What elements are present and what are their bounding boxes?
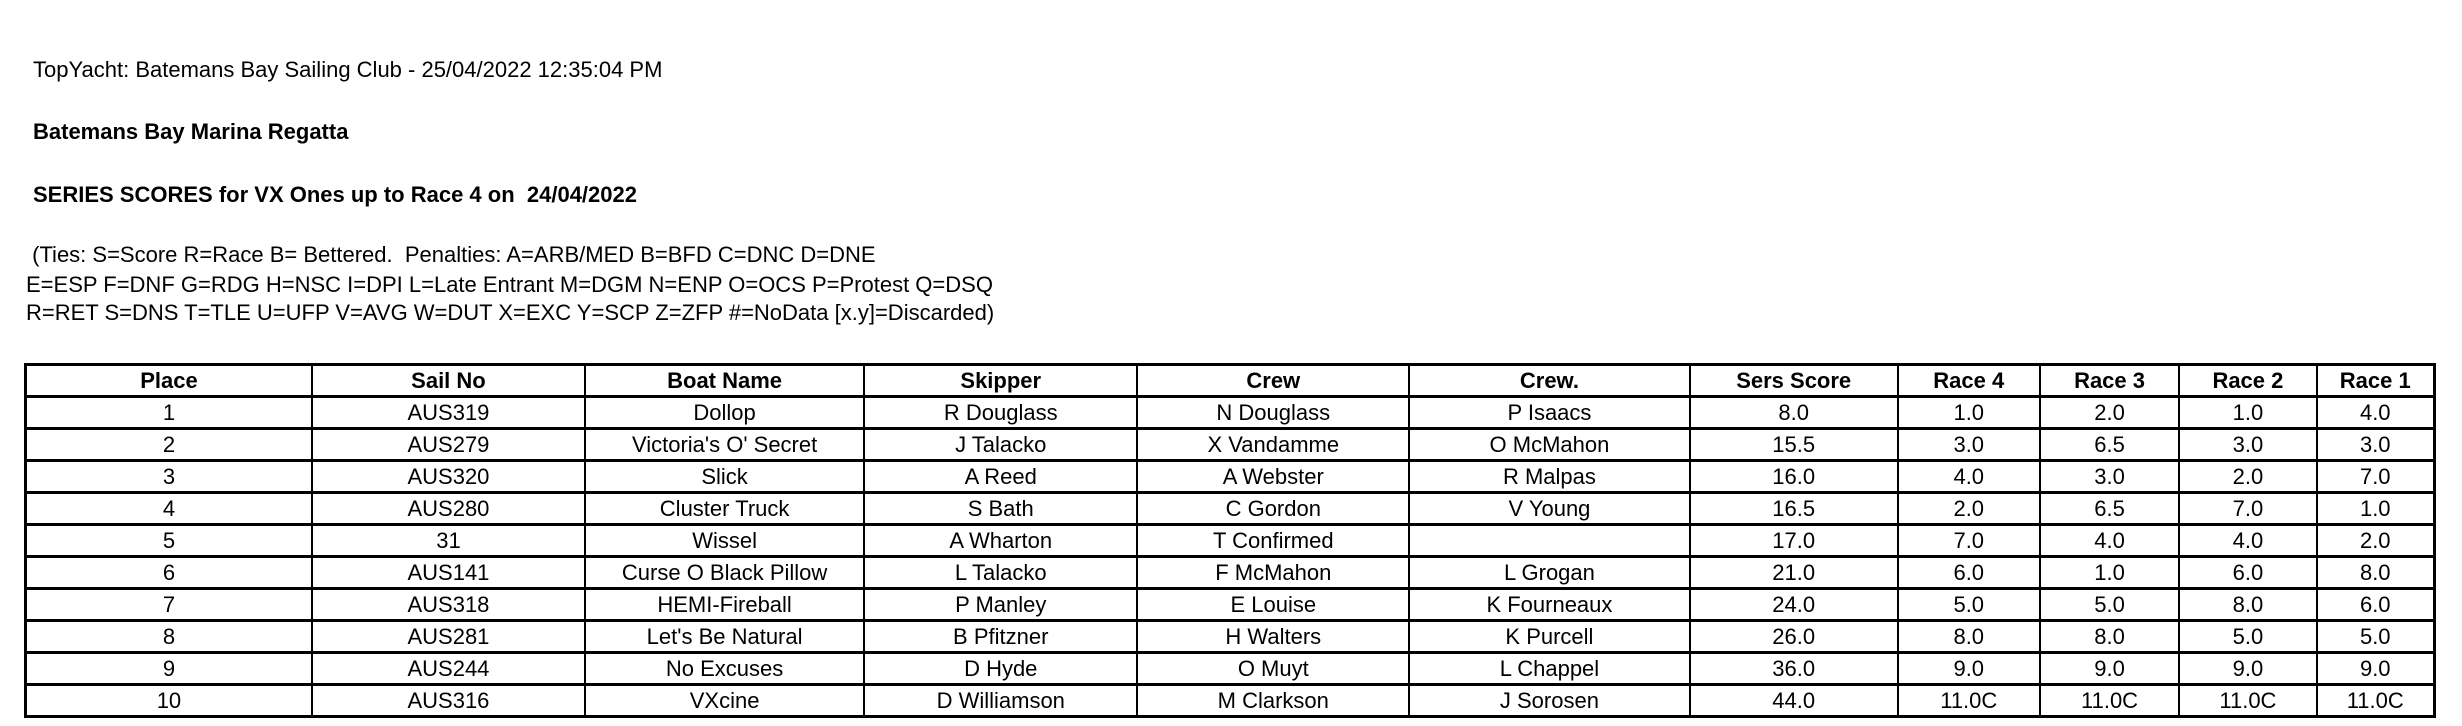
table-cell: 4	[26, 493, 312, 525]
table-row	[26, 589, 2435, 621]
table-cell: O McMahon	[1409, 429, 1689, 461]
table-cell: 11.0C	[2179, 685, 2316, 717]
table-cell: 5.0	[2040, 589, 2180, 621]
table-cell: R Malpas	[1409, 461, 1689, 493]
table-cell: 6.5	[2040, 429, 2180, 461]
table-cell: 4.0	[1898, 461, 2040, 493]
table-cell: R Douglass	[864, 397, 1137, 429]
table-cell: 1	[26, 397, 312, 429]
table-cell: Curse O Black Pillow	[585, 557, 864, 589]
table-cell: K Purcell	[1409, 621, 1689, 653]
table-cell: 8	[26, 621, 312, 653]
table-cell: 1.0	[2317, 493, 2435, 525]
column-header-sail-no: Sail No	[312, 365, 585, 397]
table-cell: AUS318	[312, 589, 585, 621]
table-cell: 3.0	[2317, 429, 2435, 461]
table-cell: 6.0	[2317, 589, 2435, 621]
column-header-race-1: Race 1	[2317, 365, 2435, 397]
table-cell: D Williamson	[864, 685, 1137, 717]
table-cell: 8.0	[1898, 621, 2040, 653]
table-row	[26, 493, 2435, 525]
table-cell: AUS279	[312, 429, 585, 461]
table-cell: E Louise	[1137, 589, 1409, 621]
table-cell: L Chappel	[1409, 653, 1689, 685]
table-cell: AUS316	[312, 685, 585, 717]
table-cell: AUS319	[312, 397, 585, 429]
table-cell: AUS281	[312, 621, 585, 653]
table-row	[26, 397, 2435, 429]
table-header-row	[26, 365, 2435, 397]
table-cell: 8.0	[2179, 589, 2316, 621]
table-cell: K Fourneaux	[1409, 589, 1689, 621]
column-header-skipper: Skipper	[864, 365, 1137, 397]
table-cell: 9	[26, 653, 312, 685]
table-row	[26, 461, 2435, 493]
table-cell: 6.0	[1898, 557, 2040, 589]
table-cell: J Sorosen	[1409, 685, 1689, 717]
table-cell: D Hyde	[864, 653, 1137, 685]
table-cell: 5.0	[2317, 621, 2435, 653]
table-cell: 1.0	[1898, 397, 2040, 429]
table-cell: 16.0	[1690, 461, 1898, 493]
column-header-boat-name: Boat Name	[585, 365, 864, 397]
table-cell: H Walters	[1137, 621, 1409, 653]
table-cell: 2	[26, 429, 312, 461]
table-cell: 7	[26, 589, 312, 621]
table-row	[26, 685, 2435, 717]
scoring-legend-line-2: E=ESP F=DNF G=RDG H=NSC I=DPI L=Late Entrant M=DGM N=ENP O=OCS P=Protest Q=DSQ	[26, 272, 993, 297]
table-cell: 8.0	[1690, 397, 1898, 429]
table-cell: 11.0C	[2040, 685, 2180, 717]
table-cell: X Vandamme	[1137, 429, 1409, 461]
table-cell: N Douglass	[1137, 397, 1409, 429]
column-header-race-2: Race 2	[2179, 365, 2316, 397]
table-row	[26, 525, 2435, 557]
table-cell: Cluster Truck	[585, 493, 864, 525]
table-cell: 21.0	[1690, 557, 1898, 589]
table-cell: AUS320	[312, 461, 585, 493]
table-cell: 10	[26, 685, 312, 717]
table-cell: 9.0	[2040, 653, 2180, 685]
table-cell: 17.0	[1690, 525, 1898, 557]
event-title: Batemans Bay Marina Regatta	[33, 119, 349, 144]
table-cell: Dollop	[585, 397, 864, 429]
table-cell: 4.0	[2040, 525, 2180, 557]
table-cell: P Manley	[864, 589, 1137, 621]
table-cell: 3.0	[1898, 429, 2040, 461]
table-cell: AUS280	[312, 493, 585, 525]
table-cell: 44.0	[1690, 685, 1898, 717]
table-row	[26, 621, 2435, 653]
report-generator-line: TopYacht: Batemans Bay Sailing Club - 25/04/2022 12:35:04 PM	[33, 57, 663, 82]
table-cell: 11.0C	[2317, 685, 2435, 717]
table-cell: 15.5	[1690, 429, 1898, 461]
table-cell: No Excuses	[585, 653, 864, 685]
column-header-place: Place	[26, 365, 312, 397]
table-cell: 36.0	[1690, 653, 1898, 685]
table-cell: 9.0	[2179, 653, 2316, 685]
series-title: SERIES SCORES for VX Ones up to Race 4 on 24/04/2022	[33, 182, 637, 207]
table-cell: V Young	[1409, 493, 1689, 525]
table-cell: A Webster	[1137, 461, 1409, 493]
table-cell: 6.0	[2179, 557, 2316, 589]
table-cell: 6.5	[2040, 493, 2180, 525]
table-cell: 11.0C	[1898, 685, 2040, 717]
table-cell: 5.0	[1898, 589, 2040, 621]
table-cell: 4.0	[2179, 525, 2316, 557]
table-cell: HEMI-Fireball	[585, 589, 864, 621]
table-cell: 31	[312, 525, 585, 557]
table-cell: AUS244	[312, 653, 585, 685]
table-cell: 8.0	[2040, 621, 2180, 653]
table-cell: M Clarkson	[1137, 685, 1409, 717]
table-cell: A Reed	[864, 461, 1137, 493]
table-cell: 2.0	[1898, 493, 2040, 525]
table-cell: 2.0	[2317, 525, 2435, 557]
column-header-race-3: Race 3	[2040, 365, 2180, 397]
scoring-legend-line-3: R=RET S=DNS T=TLE U=UFP V=AVG W=DUT X=EXC Y=SCP Z=ZFP #=NoData [x.y]=Discarded)	[26, 300, 995, 325]
table-cell: S Bath	[864, 493, 1137, 525]
table-row	[26, 429, 2435, 461]
table-cell: 2.0	[2179, 461, 2316, 493]
table-cell: P Isaacs	[1409, 397, 1689, 429]
table-body	[26, 397, 2435, 717]
column-header-race-4: Race 4	[1898, 365, 2040, 397]
column-header-crew: Crew.	[1409, 365, 1689, 397]
scoring-legend-line-1: (Ties: S=Score R=Race B= Bettered. Penalties: A=ARB/MED B=BFD C=DNC D=DNE	[26, 242, 876, 267]
table-cell: 7.0	[1898, 525, 2040, 557]
table-cell: 9.0	[2317, 653, 2435, 685]
table-cell: AUS141	[312, 557, 585, 589]
table-cell: 26.0	[1690, 621, 1898, 653]
table-cell: 4.0	[2317, 397, 2435, 429]
table-cell: Victoria's O' Secret	[585, 429, 864, 461]
table-cell: VXcine	[585, 685, 864, 717]
table-cell: 7.0	[2317, 461, 2435, 493]
table-cell: 1.0	[2040, 557, 2180, 589]
table-cell: 7.0	[2179, 493, 2316, 525]
table-cell: 6	[26, 557, 312, 589]
table-cell: F McMahon	[1137, 557, 1409, 589]
table-cell: C Gordon	[1137, 493, 1409, 525]
table-cell: 2.0	[2040, 397, 2180, 429]
table-cell: T Confirmed	[1137, 525, 1409, 557]
table-cell: L Talacko	[864, 557, 1137, 589]
table-cell: Let's Be Natural	[585, 621, 864, 653]
table-cell: Slick	[585, 461, 864, 493]
table-cell: 3.0	[2179, 429, 2316, 461]
series-scores-table	[24, 363, 2436, 718]
column-header-sers-score: Sers Score	[1690, 365, 1898, 397]
table-cell: 3	[26, 461, 312, 493]
table-cell: 16.5	[1690, 493, 1898, 525]
table-row	[26, 653, 2435, 685]
table-cell: A Wharton	[864, 525, 1137, 557]
table-cell: L Grogan	[1409, 557, 1689, 589]
table-cell	[1409, 525, 1689, 557]
column-header-crew: Crew	[1137, 365, 1409, 397]
table-cell: 3.0	[2040, 461, 2180, 493]
table-cell: B Pfitzner	[864, 621, 1137, 653]
table-cell: O Muyt	[1137, 653, 1409, 685]
table-cell: 5.0	[2179, 621, 2316, 653]
table-cell: 8.0	[2317, 557, 2435, 589]
table-cell: 24.0	[1690, 589, 1898, 621]
table-cell: 5	[26, 525, 312, 557]
table-cell: Wissel	[585, 525, 864, 557]
table-cell: 9.0	[1898, 653, 2040, 685]
table-cell: J Talacko	[864, 429, 1137, 461]
table-row	[26, 557, 2435, 589]
table-cell: 1.0	[2179, 397, 2316, 429]
